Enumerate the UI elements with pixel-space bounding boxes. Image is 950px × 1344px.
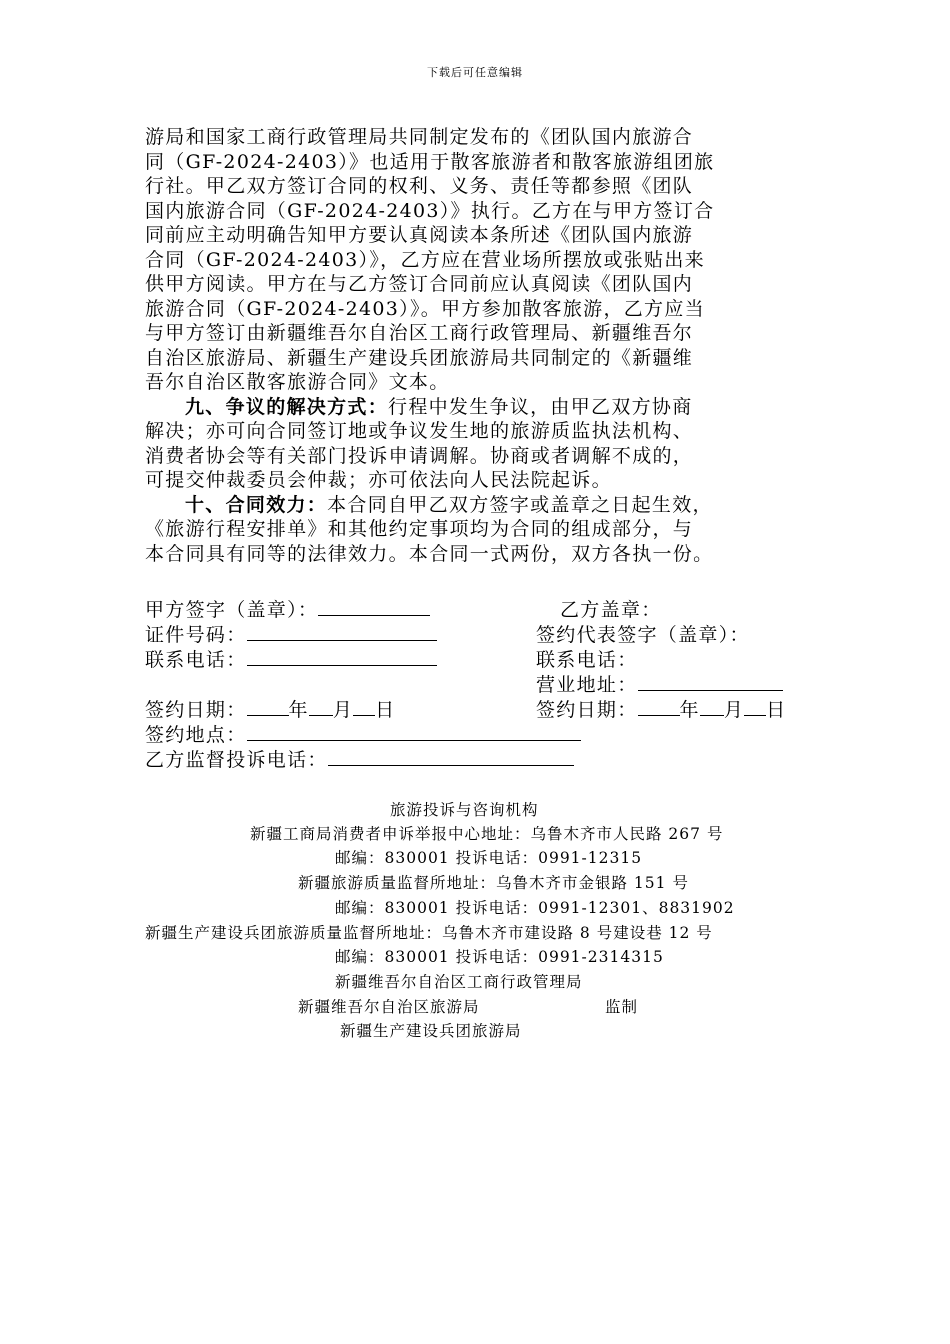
id-number-row [145,623,437,648]
authority-2: 新疆维吾尔自治区旅游局 [298,998,480,1016]
place-label: 签约地点： [145,724,247,746]
text-line: 国内旅游合同（GF-2024-2403）》执行。乙方在与甲方签订合 [145,199,715,222]
address-blank[interactable] [638,673,783,691]
date-b-month-blank[interactable] [700,698,724,716]
supervised-label: 监制 [605,998,639,1016]
phone-a-row [145,648,437,673]
complaint-phone-blank[interactable] [328,748,574,766]
phone-b-label: 联系电话： [536,649,638,671]
authority-3: 新疆生产建设兵团旅游局 [340,1022,522,1040]
month-label: 月 [723,699,745,721]
complaint-phone-row [145,748,574,773]
date-a-month-blank[interactable] [309,698,333,716]
party-b-seal-label: 乙方盖章： [560,599,662,621]
text-line: 游局和国家工商行政管理局共同制定发布的《团队国内旅游合 [145,126,694,148]
text-line: 同前应主动明确告知甲方要认真阅读本条所述《团队国内旅游 [145,224,694,246]
date-a-day-blank[interactable] [353,698,375,716]
text-line: 行社。甲乙双方签订合同的权利、义务、责任等都参照《团队 [145,175,694,197]
party-a-sign-label: 甲方签字（盖章）： [145,599,319,621]
org-line: 邮编：830001 投诉电话：0991-12315 [335,849,643,867]
org-line: 邮编：830001 投诉电话：0991-12301、8831902 [335,899,735,917]
org-line: 新疆工商局消费者申诉举报中心地址：乌鲁木齐市人民路 267 号 [250,825,724,843]
place-row [145,723,581,748]
text-line: 可提交仲裁委员会仲裁；亦可依法向人民法院起诉。 [145,469,612,491]
day-label: 日 [766,699,787,721]
text-line: 合同（GF-2024-2403）》，乙方应在营业场所摆放或张贴出来 [145,248,705,271]
section-10-text: 本合同自甲乙双方签字或盖章之日起生效， [327,493,713,516]
year-label: 年 [679,699,700,721]
contract-body [145,125,815,566]
date-b-day-blank[interactable] [744,698,766,716]
phone-a-label: 联系电话： [145,649,247,671]
date-b-label: 签约日期： [536,699,638,721]
rep-sign-label: 签约代表签字（盖章）： [536,624,750,646]
date-a-row [145,698,395,723]
text-line: 与甲方签订由新疆维吾尔自治区工商行政管理局、新疆维吾尔 [145,322,694,344]
org-line: 邮编：830001 投诉电话：0991-2314315 [335,948,664,966]
address-label: 营业地址： [536,674,638,696]
section-9-heading: 九、争议的解决方式： [185,395,389,418]
text-line: 供甲方阅读。甲方在与乙方签订合同前应认真阅读《团队国内 [145,273,694,295]
party-a-sign-row [145,598,430,623]
text-line: 吾尔自治区散客旅游合同》文本。 [145,371,450,393]
id-number-label: 证件号码： [145,624,247,646]
phone-a-blank[interactable] [247,648,437,666]
text-line: 《旅游行程安排单》和其他约定事项均为合同的组成部分，与 [145,518,694,540]
org-line: 新疆旅游质量监督所地址：乌鲁木齐市金银路 151 号 [298,874,689,892]
org-line: 新疆生产建设兵团旅游质量监督所地址：乌鲁木齐市建设路 8 号建设巷 12 号 [145,924,713,942]
party-a-sign-blank[interactable] [318,598,430,616]
text-line: 消费者协会等有关部门投诉申请调解。协商或者调解不成的， [145,444,694,467]
section-9 [145,395,815,420]
text-line: 解决；亦可向合同签订地或争议发生地的旅游质监执法机构、 [145,420,694,442]
date-b-year-blank[interactable] [638,698,680,716]
address-row [536,673,783,698]
date-a-year-blank[interactable] [247,698,289,716]
place-blank[interactable] [247,723,581,741]
page-header: 下载后可任意编辑 [427,66,523,79]
date-a-label: 签约日期： [145,699,247,721]
year-label: 年 [288,699,309,721]
section-10-heading: 十、合同效力： [185,493,328,516]
text-line: 自治区旅游局、新疆生产建设兵团旅游局共同制定的《新疆维 [145,346,694,369]
authority-1: 新疆维吾尔自治区工商行政管理局 [335,973,583,991]
id-number-blank[interactable] [247,623,437,641]
day-label: 日 [375,699,396,721]
text-line: 本合同具有同等的法律效力。本合同一式两份，双方各执一份。 [145,542,714,565]
text-line: 同（GF-2024-2403）》也适用于散客旅游者和散客旅游组团旅 [145,150,715,173]
complaint-phone-label: 乙方监督投诉电话： [145,749,328,771]
org-title: 旅游投诉与咨询机构 [390,801,539,819]
section-9-text: 行程中发生争议，由甲乙双方协商 [388,395,693,418]
date-b-row [536,698,786,723]
month-label: 月 [332,699,354,721]
text-line: 旅游合同（GF-2024-2403）》。甲方参加散客旅游，乙方应当 [145,297,705,320]
section-10 [145,493,815,518]
